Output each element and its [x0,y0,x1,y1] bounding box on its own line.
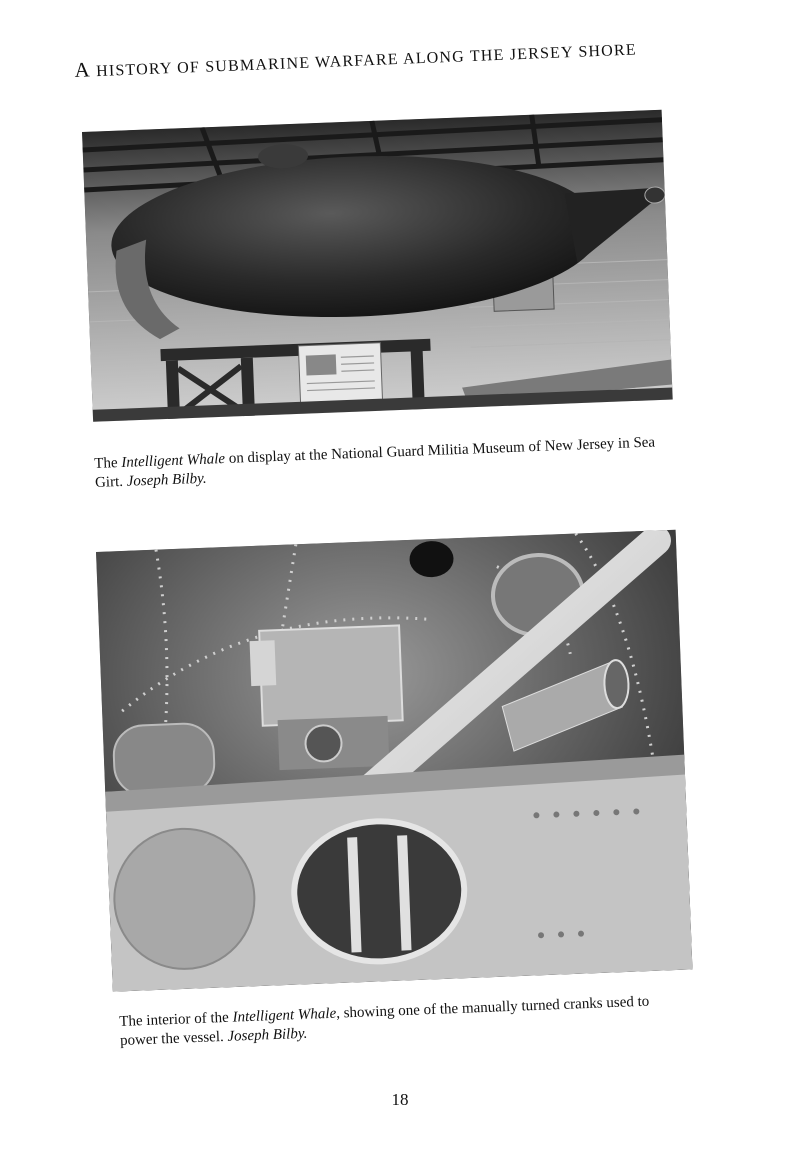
running-head [74,34,665,83]
photo-credit: Joseph Bilby. [126,470,207,490]
caption-text: on display at the National Guard Militia Museum of New Jersey in Sea Girt. [94,434,656,491]
caption-text: The interior of the [119,1009,233,1030]
caption-text: , showing one of the manually turned cranks used to power the vessel. [119,993,650,1049]
submarine-exterior-photo [82,110,673,422]
figure-caption [94,433,675,493]
caption-text: The [94,454,122,472]
figure-caption [119,991,690,1051]
running-head-text: HISTORY OF SUBMARINE WARFARE ALONG THE JERSEY SHORE [90,41,638,81]
caption-vessel-name: Intelligent Whale [121,450,226,471]
page-number: 18 [391,1090,409,1109]
caption-vessel-name: Intelligent Whale [232,1005,337,1026]
photo-credit: Joseph Bilby. [227,1025,308,1045]
submarine-interior-photo [96,530,692,992]
running-head-initial: A [74,57,92,82]
